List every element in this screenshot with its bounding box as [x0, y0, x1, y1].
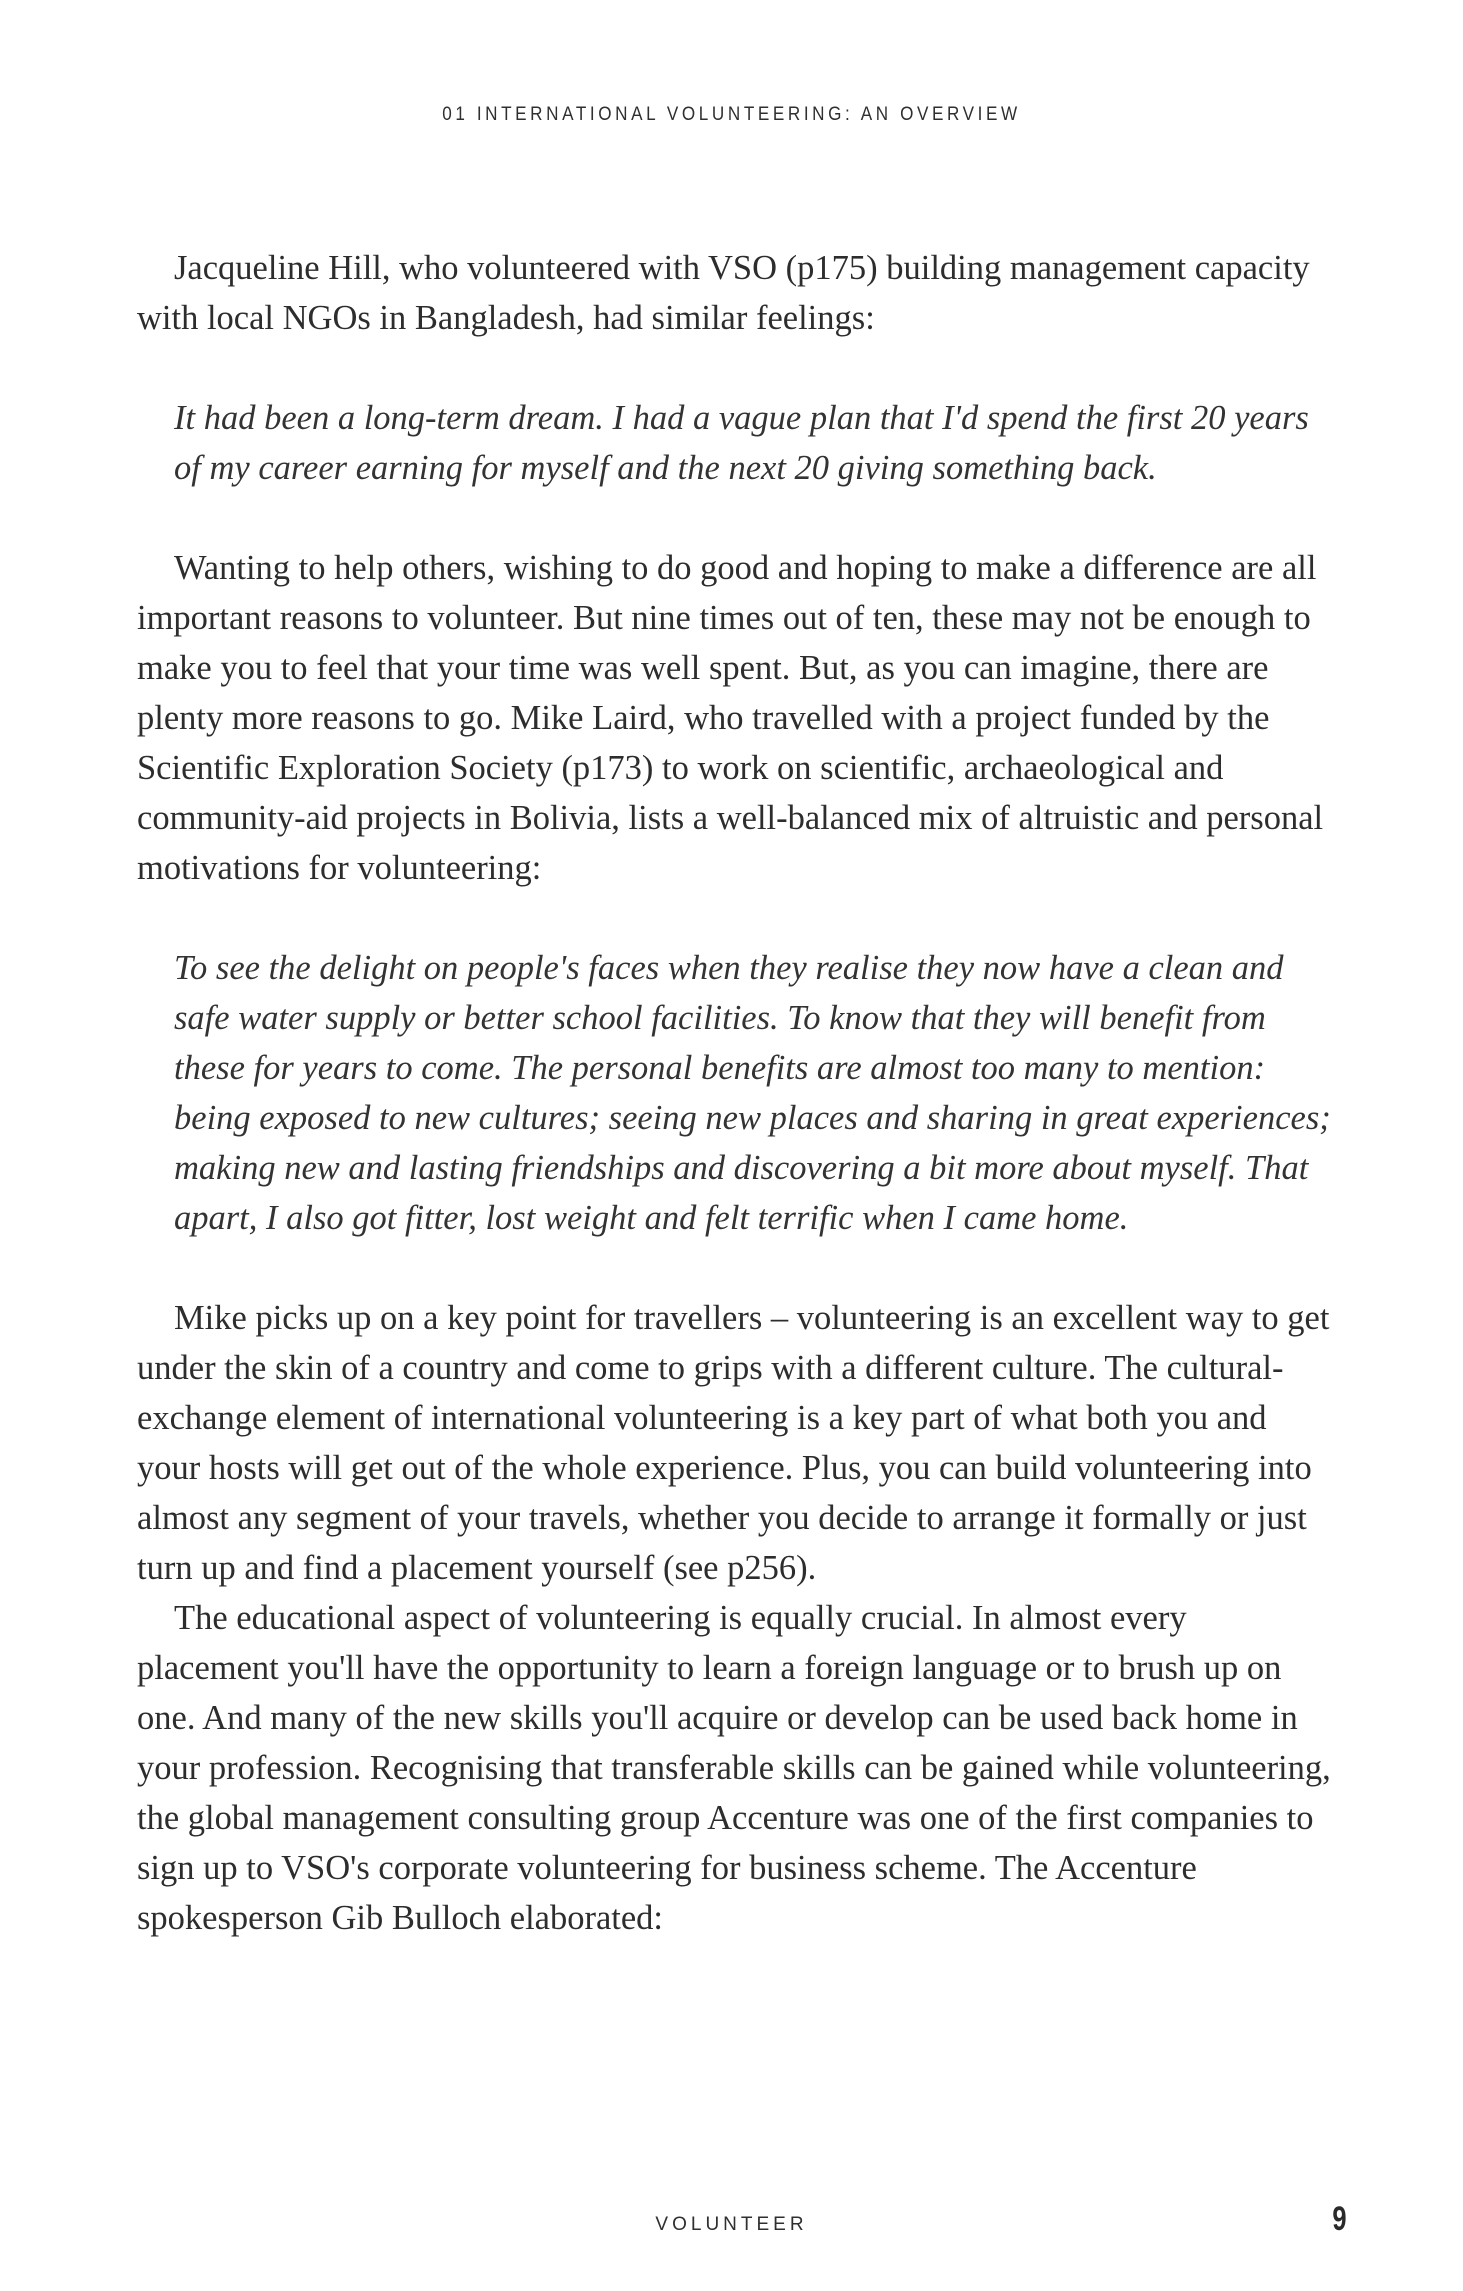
paragraph-cultural-exchange: Mike picks up on a key point for travellers – volunteering is an excellent way to get under the skin of a country and come to grips with a different culture. The cultural-exchange element of international volunteering is a key part of what both you and your hosts will get out of the whole experience. Plus, you can build volunteering into almost any segment of your travels, whether you decide to arrange it formally or just turn up and find a placement yourself (see p256). — [137, 1299, 1330, 1587]
page-body — [137, 243, 1332, 1943]
running-header: 01 INTERNATIONAL VOLUNTEERING: AN OVERVIEW — [442, 104, 1021, 125]
quote-jacqueline-hill: It had been a long-term dream. I had a vague plan that I'd spend the first 20 years of my career earning for myself and the next 20 giving something back. — [174, 399, 1309, 487]
paragraph-jacqueline-hill: Jacqueline Hill, who volunteered with VSO (p175) building management capacity with local NGOs in Bangladesh, had similar feelings: — [137, 249, 1310, 337]
paragraph-educational-aspect: The educational aspect of volunteering is equally crucial. In almost every placement you'll have the opportunity to learn a foreign language or to brush up on one. And many of the new skills you'll acquire or develop can be used back home in your profession. Recognising that transferable skills can be gained while volunteering, the global management consulting group Accenture was one of the first companies to sign up to VSO's corporate volunteering for business scheme. The Accenture spokesperson Gib Bulloch elaborated: — [137, 1599, 1331, 1937]
footer-book-title: VOLUNTEER — [655, 2214, 808, 2235]
page-number: 9 — [1332, 2200, 1347, 2238]
quote-mike-laird: To see the delight on people's faces when they realise they now have a clean and safe water supply or better school facilities. To know that they will benefit from these for years to come. The personal benefits are almost too many to mention: being exposed to new cultures; seeing new places and sharing in great experiences; making new and lasting friendships and discovering a bit more about myself. That apart, I also got fitter, lost weight and felt terrific when I came home. — [174, 949, 1331, 1237]
paragraph-reasons: Wanting to help others, wishing to do good and hoping to make a difference are all important reasons to volunteer. But nine times out of ten, these may not be enough to make you to feel that your time was well spent. But, as you can imagine, there are plenty more reasons to go. Mike Laird, who travelled with a project funded by the Scientific Exploration Society (p173) to work on scientific, archaeological and community-aid projects in Bolivia, lists a well-balanced mix of altruistic and personal motivations for volunteering: — [137, 549, 1324, 887]
